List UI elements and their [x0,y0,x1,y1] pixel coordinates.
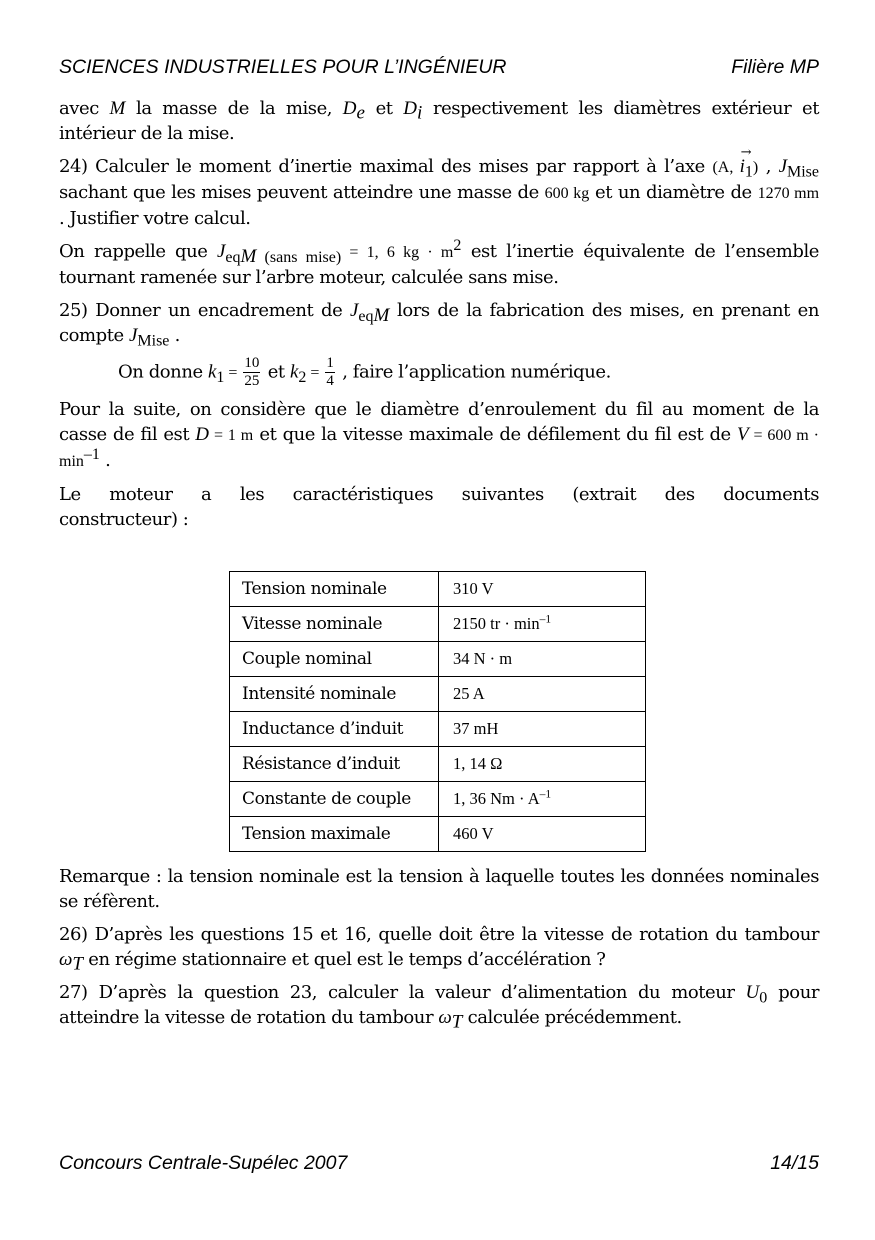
spec-value [439,572,646,607]
spec-value-exponent: –1 [539,613,552,626]
table-row [230,607,646,642]
vector-arrow-icon: → [740,145,752,160]
paragraph-mass-definition: avec M la masse de la mise, $D_e$ et $D_i$ respectivement les diamètres extérieur et intérieur de la mise. [59,98,819,144]
spec-value [439,747,646,782]
remark: Remarque : la tension nominale est la tension à laquelle toutes les données nominales se réfèrent. [59,866,819,912]
paragraph-wire-conditions: Pour la suite, on considère que le diamètre d’enroulement du fil au moment de la casse de fil est D = 1 m et que la vitesse maximale de défilement du fil est de V = 600 $m \cdot \min^{-1}$ . [59,399,819,471]
fraction-k1: $\frac{10}{25}$ [244,355,260,389]
footer-contest: Concours Centrale-Supélec 2007 [59,1152,348,1174]
table-row [230,572,646,607]
spec-value [439,782,646,817]
page-footer [59,1152,819,1178]
spec-value [439,712,646,747]
spec-label: Couple nominal [230,642,439,677]
page-number: 14/15 [770,1152,819,1174]
main-text [59,96,819,540]
coefficients-line: On donne $k_1$ = $\frac{10}{25}$ et $k_2$ = $\frac{1}{4}$ , faire l’application numérique. [118,355,611,389]
spec-value-text: 37 mH [453,719,499,738]
spec-value-text: 34 N · m [453,649,513,668]
header-track: Filière MP [731,56,819,78]
spec-label: Constante de couple [230,782,439,817]
spec-label: Inductance d’induit [230,712,439,747]
spec-value-text: 460 V [453,824,494,843]
spec-value-text: 1, 14 Ω [453,754,503,773]
table-row [230,712,646,747]
spec-label: Résistance d’induit [230,747,439,782]
question-26: 26) D’après les questions 15 et 16, quelle doit être la vitesse de rotation du tambour $\omega_T$ en régime stationnaire et quel est le temps d’accélération ? [59,924,819,975]
table-row [230,677,646,712]
page-header [59,56,819,82]
spec-label: Intensité nominale [230,677,439,712]
spec-value-text: 1, 36 Nm · A [453,789,540,808]
spec-value [439,607,646,642]
spec-value-text: 2150 tr · min [453,614,540,633]
spec-value-text: 310 V [453,579,494,598]
spec-value [439,677,646,712]
table-row [230,817,646,852]
fraction-k2: $\frac{1}{4}$ [326,355,334,389]
spec-label: Tension maximale [230,817,439,852]
spec-value [439,817,646,852]
spec-label: Vitesse nominale [230,607,439,642]
table-row [230,782,646,817]
spec-value-exponent: –1 [539,788,552,801]
spec-value [439,642,646,677]
bottom-text [59,864,819,1038]
motor-intro-line1: Le moteur a les caractéristiques suivantes (extrait des documents [59,484,819,505]
motor-intro-line2: constructeur) : [59,509,189,530]
question-27: 27) D’après la question 23, calculer la valeur d’alimentation du moteur $U_0$ pour atteindre la vitesse de rotation du tambour $\omega_T$ calculée précédemment. [59,982,819,1033]
question-25: 25) Donner un encadrement de $J_{eqM}$ lors de la fabrication des mises, en prenant en compte $J_{Mise}$ . [59,300,819,350]
header-subject: SCIENCES INDUSTRIELLES POUR L’INGÉNIEUR [59,56,507,78]
motor-specs-table [229,571,646,852]
question-24: 24) Calculer le moment d’inertie maximal des mises par rapport à l’axe (A, i → $_1$) , $J_{Mise}$ sachant que les mises peuvent atteindre une masse de 600 kg et un diamètre de 1270 mm . Justifier votre calcul. [59,154,819,231]
spec-value-text: 25 A [453,684,485,703]
table-row [230,642,646,677]
spec-label: Tension nominale [230,572,439,607]
paragraph-inertia-reminder: On rappelle que $J_{eqM (sans mise)} = 1$, 6 kg · $m^2$ est l’inertie équivalente de l’ensemble tournant ramenée sur l’arbre moteur, calculée sans mise. [59,237,819,288]
table-row [230,747,646,782]
